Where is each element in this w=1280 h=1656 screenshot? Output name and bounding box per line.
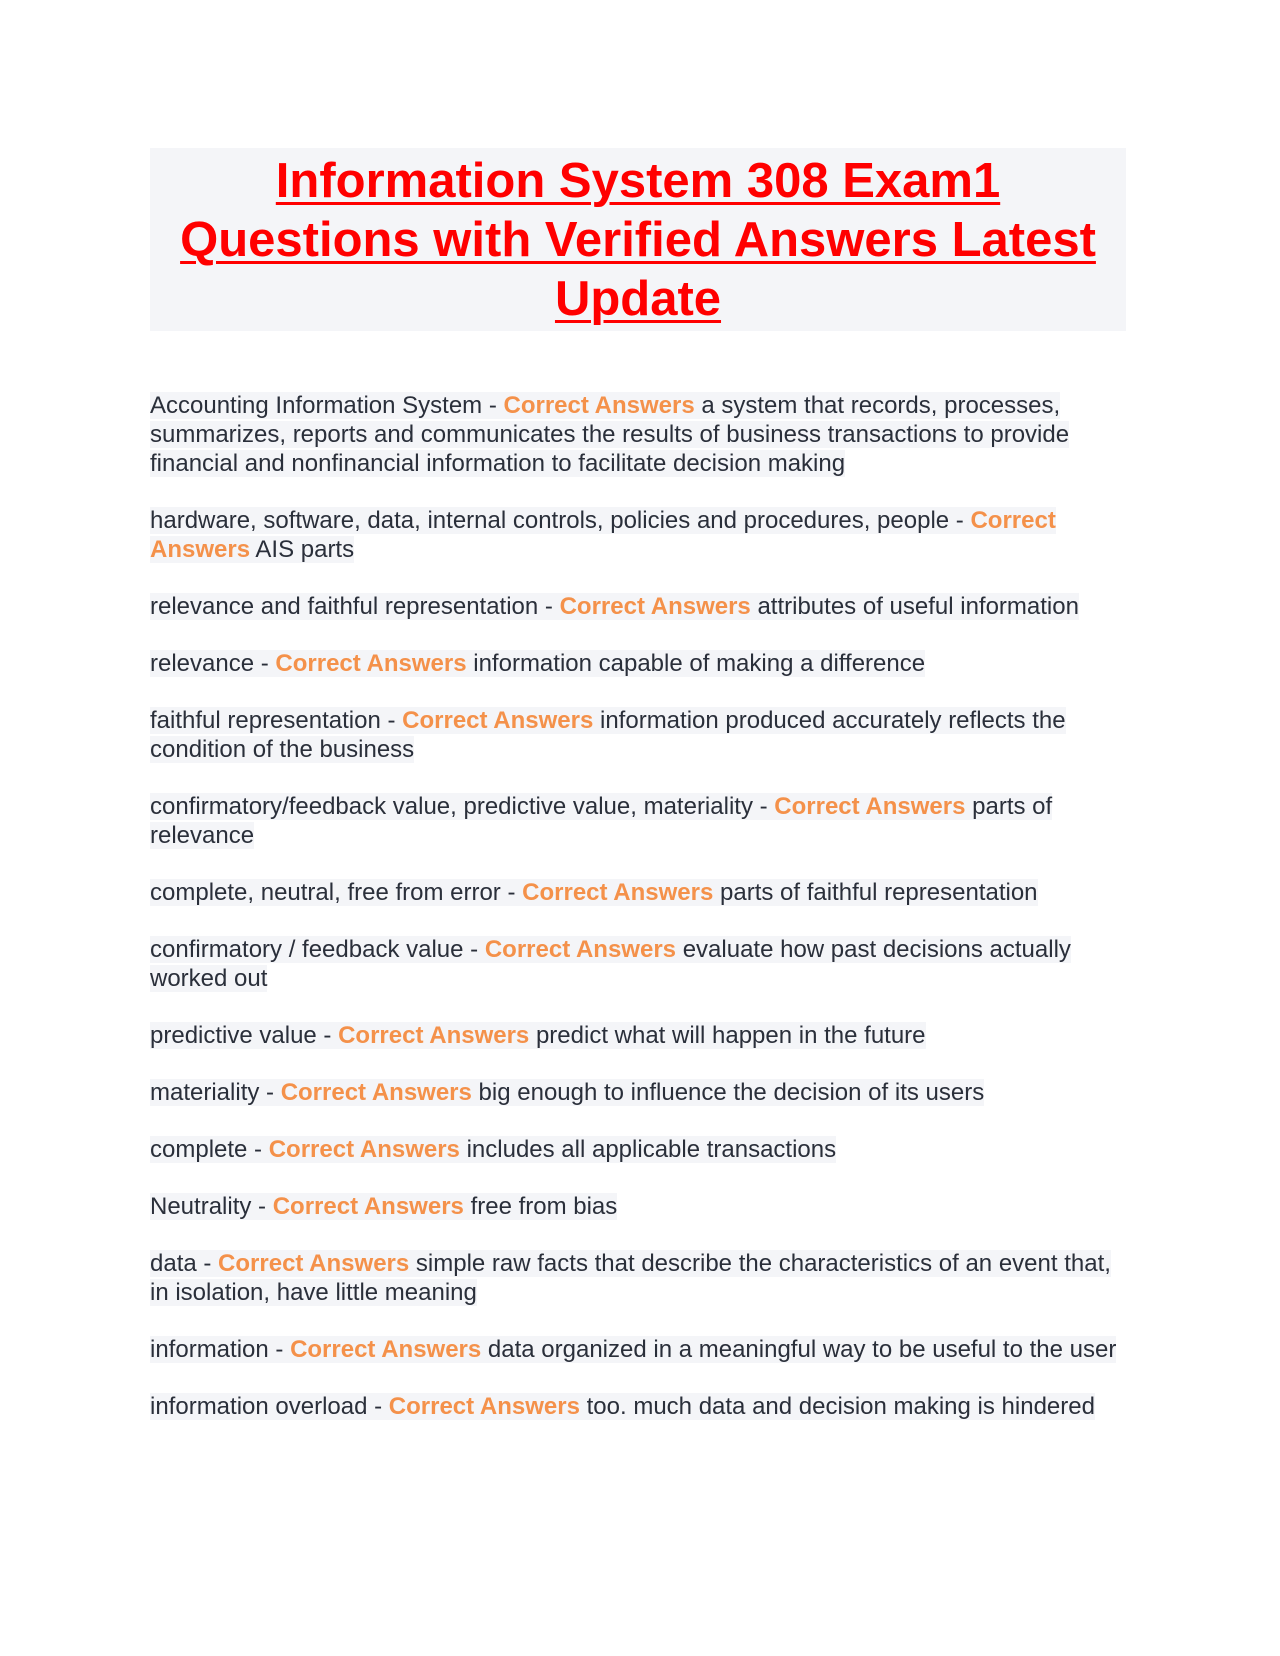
- question-term: complete: [150, 1136, 248, 1163]
- qa-entry-text: [150, 879, 1038, 906]
- qa-entry-text: [150, 707, 1066, 763]
- separator: -: [380, 707, 403, 734]
- answer-definition: a system that records, processes, summarizes, reports and communicates the results of business transactions to provide financial and nonfinancial information to facilitate decision making: [150, 392, 1070, 477]
- separator: -: [268, 1336, 291, 1363]
- separator: -: [949, 507, 971, 534]
- answer-definition: attributes of useful information: [757, 593, 1079, 620]
- answer-definition: parts of relevance: [150, 793, 1053, 849]
- qa-entry: [150, 592, 1126, 621]
- qa-entry: [150, 1078, 1126, 1107]
- qa-entry: [150, 792, 1126, 850]
- separator: -: [196, 1250, 219, 1277]
- qa-entry-text: [150, 1022, 926, 1049]
- answer-definition: includes all applicable transactions: [466, 1136, 837, 1163]
- question-term: Neutrality: [150, 1193, 252, 1220]
- qa-entry: [150, 935, 1126, 993]
- correct-answers-label: Correct Answers: [388, 1393, 580, 1420]
- qa-entry: [150, 1335, 1126, 1364]
- qa-entry: [150, 1249, 1126, 1307]
- answer-definition: evaluate how past decisions actually worked out: [150, 936, 1071, 992]
- qa-entry: [150, 1392, 1126, 1421]
- question-term: confirmatory / feedback value: [150, 936, 464, 963]
- qa-entry-text: [150, 793, 1052, 849]
- separator: -: [254, 650, 276, 677]
- correct-answers-label: Correct Answers: [280, 1079, 472, 1106]
- answer-definition: big enough to influence the decision of its users: [478, 1079, 985, 1106]
- question-term: relevance and faithful representation: [150, 593, 539, 620]
- question-term: complete, neutral, free from error: [150, 879, 501, 906]
- answer-definition: free from bias: [470, 1193, 618, 1220]
- qa-entry: [150, 1192, 1126, 1221]
- separator: -: [752, 793, 775, 820]
- question-term: predictive value: [150, 1022, 317, 1049]
- question-term: confirmatory/feedback value, predictive value, materiality: [150, 793, 753, 820]
- correct-answers-label: Correct Answers: [559, 593, 751, 620]
- qa-entry-text: [150, 1336, 1116, 1363]
- answer-definition: information produced accurately reflects the condition of the business: [150, 707, 1066, 763]
- separator: -: [247, 1136, 269, 1163]
- qa-entry-text: [150, 1079, 984, 1106]
- qa-entry-text: [150, 507, 1056, 563]
- question-term: faithful representation: [150, 707, 381, 734]
- correct-answers-label: Correct Answers: [503, 392, 695, 419]
- separator: -: [500, 879, 523, 906]
- answer-definition: AIS parts: [255, 536, 355, 563]
- question-term: materiality: [150, 1079, 260, 1106]
- qa-entry: [150, 706, 1126, 764]
- qa-entry: [150, 1135, 1126, 1164]
- separator: -: [538, 593, 560, 620]
- qa-entry-text: [150, 1393, 1095, 1420]
- correct-answers-label: Correct Answers: [402, 707, 594, 734]
- answer-definition: parts of faithful representation: [720, 879, 1038, 906]
- correct-answers-label: Correct Answers: [275, 650, 467, 677]
- answer-definition: information capable of making a difference: [473, 650, 926, 677]
- question-term: hardware, software, data, internal controls, policies and procedures, people: [150, 507, 950, 534]
- correct-answers-label: Correct Answers: [268, 1136, 460, 1163]
- answer-definition: simple raw facts that describe the characteristics of an event that, in isolation, have little meaning: [150, 1250, 1111, 1306]
- question-term: information: [150, 1336, 269, 1363]
- qa-entry-text: [150, 1193, 617, 1220]
- correct-answers-label: Correct Answers: [522, 879, 714, 906]
- qa-entry-text: [150, 650, 925, 677]
- separator: -: [482, 392, 504, 419]
- separator: -: [367, 1393, 389, 1420]
- separator: -: [316, 1022, 339, 1049]
- correct-answers-label: Correct Answers: [290, 1336, 482, 1363]
- correct-answers-label: Correct Answers: [774, 793, 966, 820]
- qa-list: [150, 391, 1126, 1421]
- question-term: relevance: [150, 650, 255, 677]
- qa-entry: [150, 506, 1126, 564]
- qa-entry-text: [150, 593, 1079, 620]
- correct-answers-label: Correct Answers: [484, 936, 677, 963]
- answer-definition: data organized in a meaningful way to be useful to the user: [487, 1336, 1117, 1363]
- qa-entry-text: [150, 936, 1071, 992]
- qa-entry: [150, 391, 1126, 478]
- qa-entry: [150, 1021, 1126, 1050]
- document-title: Information System 308 Exam1 Questions with Verified Answers Latest Update: [180, 154, 1096, 326]
- answer-definition: too. much data and decision making is hindered: [586, 1393, 1095, 1420]
- question-term: information overload: [150, 1393, 368, 1420]
- question-term: Accounting Information System: [150, 392, 483, 419]
- correct-answers-label: Correct Answers: [218, 1250, 410, 1277]
- document-page: [150, 148, 1126, 1449]
- separator: -: [259, 1079, 281, 1106]
- qa-entry: [150, 649, 1126, 678]
- correct-answers-label: Correct Answers: [150, 507, 1056, 563]
- answer-definition: predict what will happen in the future: [535, 1022, 926, 1049]
- qa-entry: [150, 878, 1126, 907]
- separator: -: [463, 936, 485, 963]
- title-block: [150, 148, 1126, 331]
- question-term: data: [150, 1250, 197, 1277]
- qa-entry-text: [150, 1136, 836, 1163]
- qa-entry-text: [150, 392, 1069, 477]
- separator: -: [251, 1193, 273, 1220]
- correct-answers-label: Correct Answers: [272, 1193, 464, 1220]
- qa-entry-text: [150, 1250, 1111, 1306]
- correct-answers-label: Correct Answers: [338, 1022, 530, 1049]
